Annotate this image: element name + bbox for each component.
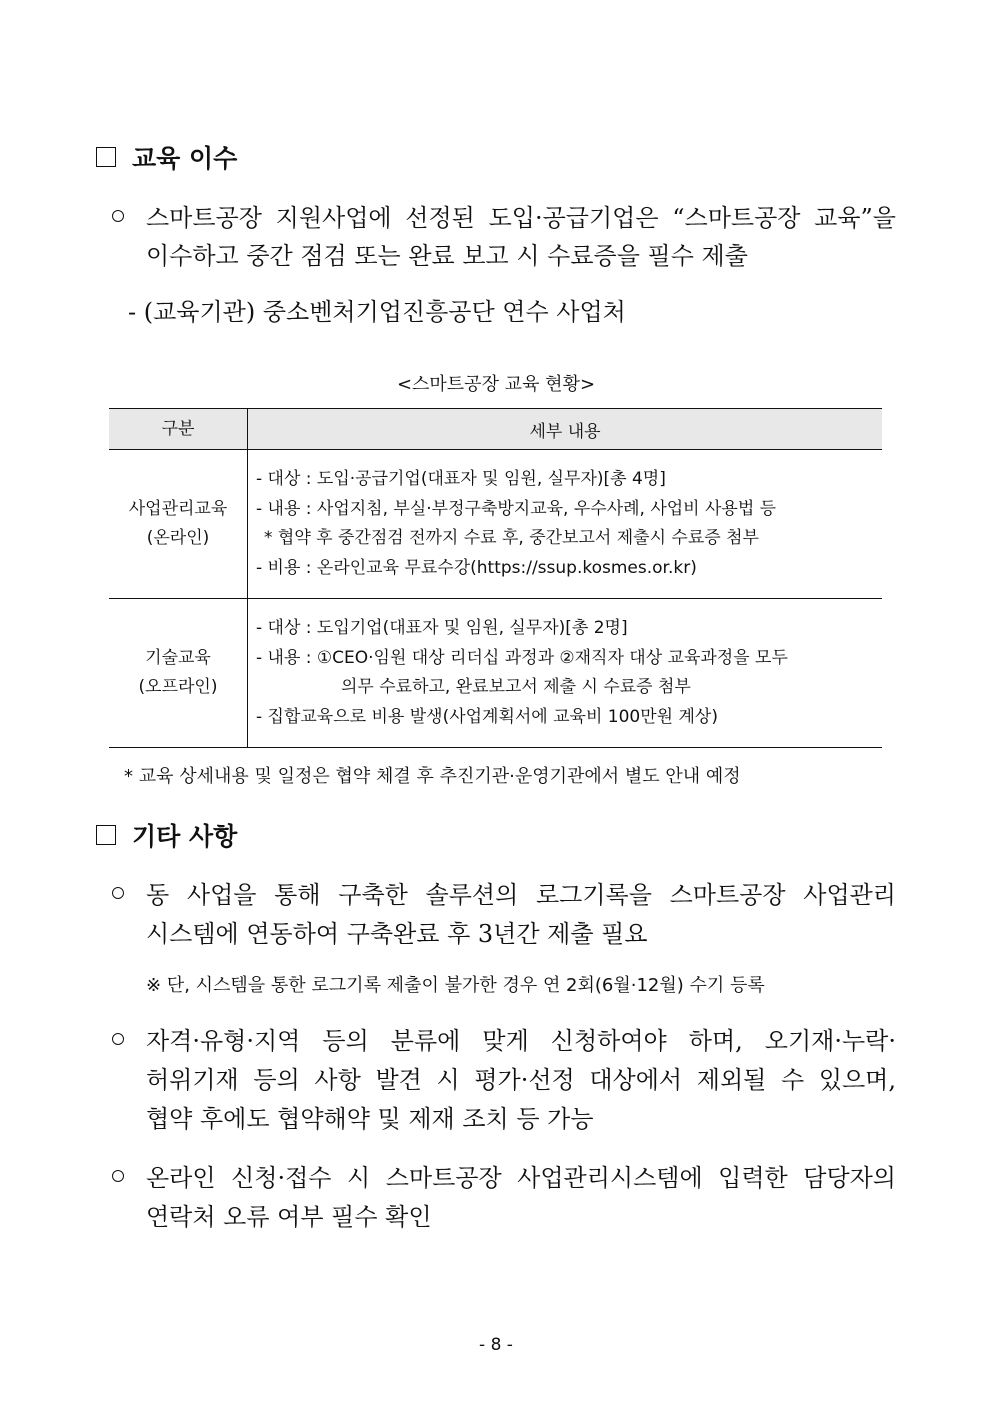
detail-line-continued: 의무 수료하고, 완료보고서 제출 시 수료증 첨부 — [341, 677, 691, 697]
table-cell-category — [109, 450, 248, 599]
section-checkbox-icon — [96, 147, 116, 167]
paragraph-line: 허위기재 등의 사항 발견 시 평가·선정 대상에서 제외될 수 있으며, — [146, 1066, 896, 1094]
table-cell-details — [248, 599, 883, 748]
paragraph-line: 시스템에 연동하여 구축완료 후 3년간 제출 필요 — [146, 920, 648, 948]
reference-note: ※ 단, 시스템을 통한 로그기록 제출이 불가한 경우 연 2회(6월·12월) 수기 등록 — [146, 975, 765, 996]
circle-bullet-icon — [112, 1033, 124, 1045]
table-cell-details — [248, 450, 883, 599]
detail-line: - 대상 : 도입·공급기업(대표자 및 임원, 실무자)[총 4명] — [256, 469, 666, 489]
section-title-other: 기타 사항 — [132, 822, 238, 851]
section-checkbox-icon — [96, 825, 116, 845]
table-header-category: 구분 — [109, 409, 248, 450]
table-header-details: 세부 내용 — [248, 409, 883, 450]
category-sublabel: (오프라인) — [138, 677, 218, 697]
detail-line: - 대상 : 도입기업(대표자 및 임원, 실무자)[총 2명] — [256, 618, 628, 638]
detail-line: - 내용 : ①CEO·임원 대상 리더십 과정과 ②재직자 대상 교육과정을 모두 — [256, 647, 788, 668]
detail-note: * 협약 후 중간점검 전까지 수료 후, 중간보고서 제출시 수료증 첨부 — [264, 528, 759, 548]
page-number: - 8 - — [479, 1335, 513, 1355]
detail-line: - 집합교육으로 비용 발생(사업계획서에 교육비 100만원 계상) — [256, 706, 718, 727]
paragraph-line: 협약 후에도 협약해약 및 제재 조치 등 가능 — [146, 1105, 594, 1133]
category-sublabel: (온라인) — [146, 528, 210, 548]
paragraph-line: 스마트공장 지원사업에 선정된 도입·공급기업은 “스마트공장 교육”을 — [146, 204, 896, 232]
paragraph-line: 이수하고 중간 점검 또는 완료 보고 시 수료증을 필수 제출 — [146, 242, 748, 270]
table-caption: <스마트공장 교육 현황> — [396, 374, 596, 395]
education-institution-line: - (교육기관) 중소벤처기업진흥공단 연수 사업처 — [128, 298, 626, 326]
table-row — [109, 450, 882, 599]
circle-bullet-icon — [112, 1170, 124, 1182]
category-label: 사업관리교육 — [128, 499, 228, 519]
paragraph-line: 온라인 신청·접수 시 스마트공장 사업관리시스템에 입력한 담당자의 — [146, 1164, 896, 1192]
education-table — [109, 408, 882, 748]
detail-line: - 비용 : 온라인교육 무료수강(https://ssup.kosmes.or.kr) — [256, 557, 697, 578]
detail-line: - 내용 : 사업지침, 부실·부정구축방지교육, 우수사례, 사업비 사용법 등 — [256, 498, 777, 519]
table-row — [109, 599, 882, 748]
category-label: 기술교육 — [145, 648, 211, 668]
paragraph-line: 자격·유형·지역 등의 분류에 맞게 신청하여야 하며, 오기재·누락· — [146, 1027, 896, 1055]
table-cell-category — [109, 599, 248, 748]
circle-bullet-icon — [112, 210, 124, 222]
section-title-education: 교육 이수 — [132, 144, 238, 173]
paragraph-line: 연락처 오류 여부 필수 확인 — [146, 1203, 432, 1231]
paragraph-line: 동 사업을 통해 구축한 솔루션의 로그기록을 스마트공장 사업관리 — [146, 881, 896, 909]
circle-bullet-icon — [112, 887, 124, 899]
table-footnote: * 교육 상세내용 및 일정은 협약 체결 후 추진기관·운영기관에서 별도 안내 예정 — [124, 766, 741, 787]
